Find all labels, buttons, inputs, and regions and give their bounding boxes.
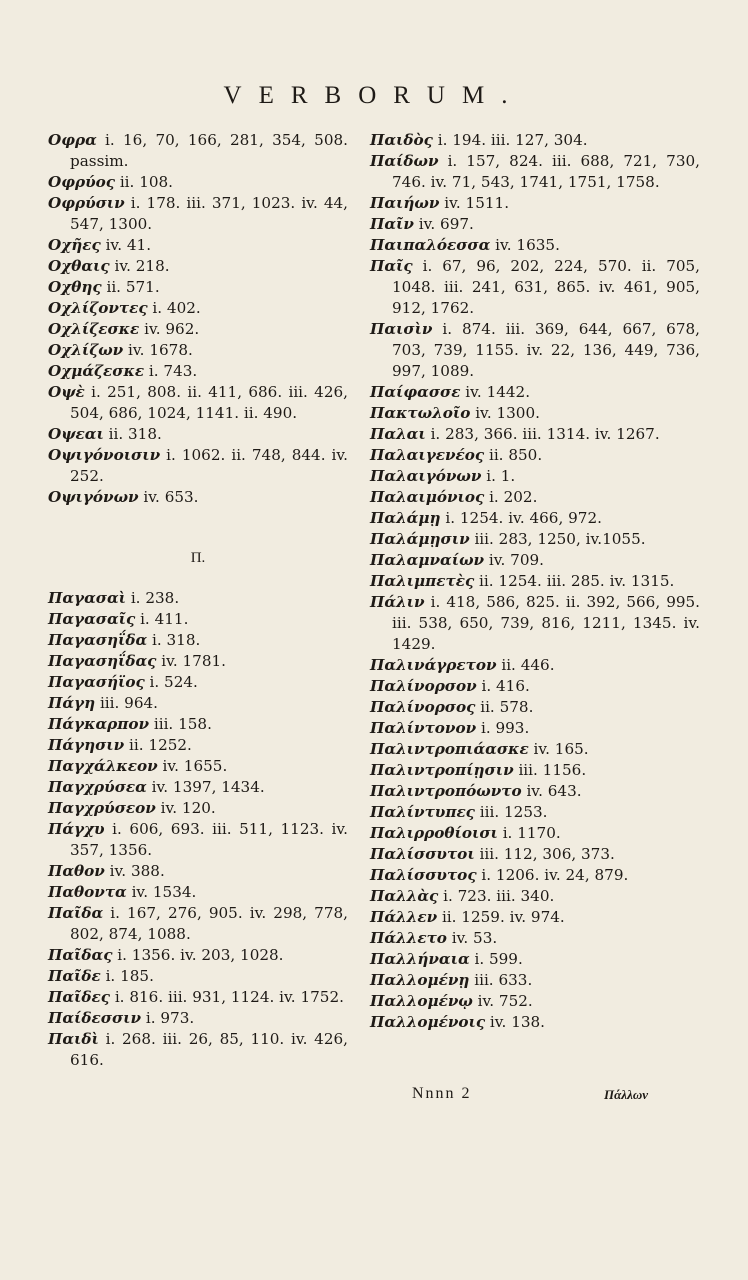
- index-entry: [48, 861, 348, 882]
- entry-headword: Οχλίζεσκε: [48, 320, 140, 338]
- entry-references: i. 874. iii. 369, 644, 667, 678, 703, 739, 1155. iv. 22, 136, 449, 736, 997, 1089.: [392, 320, 700, 380]
- entry-references: i. 283, 366. iii. 1314. iv. 1267.: [430, 425, 660, 443]
- index-entry: [48, 903, 348, 945]
- entry-references: iv. 962.: [144, 320, 200, 338]
- entry-headword: Παγχρύσεον: [48, 799, 156, 817]
- index-entry: [370, 382, 700, 403]
- entry-headword: Οχθαις: [48, 257, 110, 275]
- index-entry: [370, 865, 700, 886]
- entry-references: i. 251, 808. ii. 411, 686. iii. 426, 504, 686, 1024, 1141. ii. 490.: [70, 383, 348, 422]
- section-letter: Π.: [190, 550, 206, 566]
- entry-references: ii. 1259. iv. 974.: [441, 908, 565, 926]
- entry-references: i. 1062. ii. 748, 844. iv. 252.: [70, 446, 348, 485]
- entry-headword: Παγασηΐδα: [48, 631, 148, 649]
- entry-references: i. 743.: [148, 362, 198, 380]
- entry-references: i. 418, 586, 825. ii. 392, 566, 995. iii. 538, 650, 739, 816, 1211, 1345. iv. 1429.: [392, 593, 701, 653]
- index-entry: [48, 672, 348, 693]
- index-entry: [48, 630, 348, 651]
- index-entry: [370, 130, 700, 151]
- entry-headword: Παθοντα: [48, 883, 127, 901]
- entry-headword: Πάγη: [48, 694, 96, 712]
- entry-references: iv. 643.: [526, 782, 582, 800]
- entry-headword: Πάλιν: [370, 593, 425, 611]
- index-entry: [370, 529, 700, 550]
- entry-references: iv. 138.: [489, 1013, 546, 1031]
- entry-references: iii. 1156.: [518, 761, 587, 779]
- page-title: VERBORUM.: [223, 82, 525, 109]
- entry-references: i. 993.: [480, 719, 530, 737]
- index-entry: [48, 256, 348, 277]
- entry-references: i. 416.: [481, 677, 530, 695]
- entry-references: i. 411.: [140, 610, 189, 628]
- entry-references: ii. 1252.: [129, 736, 192, 754]
- index-entry: [48, 798, 348, 819]
- index-entry: [48, 130, 348, 172]
- entry-references: i. 606, 693. iii. 511, 1123. iv. 357, 1356.: [70, 820, 348, 859]
- right-entries-list: [370, 130, 700, 1033]
- entry-references: iv. 709.: [488, 551, 544, 569]
- index-entry: [370, 550, 700, 571]
- entry-headword: Παῖν: [370, 215, 414, 233]
- index-entry: [48, 945, 348, 966]
- index-entry: [48, 819, 348, 861]
- entry-headword: Οψὲ: [48, 383, 85, 401]
- entry-references: iv. 1534.: [131, 883, 197, 901]
- index-entry: [48, 609, 348, 630]
- entry-headword: Παγασηΐδας: [48, 652, 157, 670]
- entry-references: iv. 53.: [451, 929, 498, 947]
- catchword: Πάλλων: [604, 1087, 649, 1102]
- index-entry: [48, 319, 348, 340]
- entry-references: iii. 633.: [474, 971, 533, 989]
- entry-headword: Οφρύος: [48, 173, 115, 191]
- index-entry: [370, 823, 700, 844]
- entry-headword: Παλαμναίων: [370, 551, 485, 569]
- index-entry: [370, 445, 700, 466]
- entry-references: i. 194. iii. 127, 304.: [437, 131, 588, 149]
- entry-references: iv. 1655.: [162, 757, 228, 775]
- entry-references: iv. 1781.: [161, 652, 227, 670]
- index-entry: [370, 466, 700, 487]
- index-entry: [48, 588, 348, 609]
- entry-headword: Οχμάζεσκε: [48, 362, 145, 380]
- entry-references: iii. 283, 1250, iv.1055.: [474, 530, 646, 548]
- index-entry: [370, 1012, 700, 1033]
- entry-headword: Παγχάλκεον: [48, 757, 158, 775]
- entry-references: i. 67, 96, 202, 224, 570. ii. 705, 1048. iii. 241, 631, 865. iv. 461, 905, 912, 1762.: [392, 257, 701, 317]
- entry-references: iv. 752.: [477, 992, 533, 1010]
- index-entry: [48, 340, 348, 361]
- index-entry: [48, 1029, 348, 1071]
- entry-references: iv. 1678.: [128, 341, 193, 359]
- entry-headword: Παλίνορσον: [370, 677, 477, 695]
- entry-headword: Παλίντυπες: [370, 803, 475, 821]
- entry-headword: Παγασαῖς: [48, 610, 136, 628]
- index-entry: [48, 235, 348, 256]
- entry-headword: Παγασαὶ: [48, 589, 126, 607]
- index-entry: [370, 718, 700, 739]
- index-entry: [370, 655, 700, 676]
- entry-references: ii. 1254. iii. 285. iv. 1315.: [479, 572, 675, 590]
- entry-headword: Παλλὰς: [370, 887, 439, 905]
- entry-headword: Οχῆες: [48, 236, 101, 254]
- entry-references: iv. 165.: [533, 740, 589, 758]
- index-entry: [370, 235, 700, 256]
- entry-references: iii. 964.: [99, 694, 158, 712]
- entry-headword: Παλλομένῃ: [370, 971, 470, 989]
- index-entry: [48, 966, 348, 987]
- index-entry: [48, 693, 348, 714]
- entry-headword: Παλαιμόνιος: [370, 488, 485, 506]
- entry-references: iv. 388.: [109, 862, 165, 880]
- entry-headword: Οψιγόνοισιν: [48, 446, 161, 464]
- left-entries-list-pi: [48, 588, 348, 1071]
- entry-references: ii. 578.: [480, 698, 534, 716]
- entry-headword: Παγχρύσεα: [48, 778, 147, 796]
- entry-headword: Παλάμῃ: [370, 509, 441, 527]
- index-entry: [48, 277, 348, 298]
- entry-headword: Παιδὶ: [48, 1030, 99, 1048]
- entry-headword: Παλίσσυτοι: [370, 845, 475, 863]
- index-entry: [370, 508, 700, 529]
- entry-references: iv. 697.: [418, 215, 474, 233]
- index-entry: [370, 739, 700, 760]
- entry-references: iii. 158.: [153, 715, 212, 733]
- entry-references: iv. 120.: [160, 799, 216, 817]
- entry-references: i. 318.: [152, 631, 201, 649]
- index-entry: [48, 298, 348, 319]
- entry-references: iv. 1511.: [444, 194, 510, 212]
- entry-headword: Οφρύσιν: [48, 194, 125, 212]
- index-entry: [48, 651, 348, 672]
- entry-headword: Παῖδες: [48, 988, 110, 1006]
- index-entry: [48, 882, 348, 903]
- entry-headword: Παιδὸς: [370, 131, 433, 149]
- entry-headword: Παῖδα: [48, 904, 104, 922]
- index-entry: [370, 592, 700, 655]
- index-entry: [370, 676, 700, 697]
- entry-headword: Παίδων: [370, 152, 439, 170]
- index-entry: [370, 802, 700, 823]
- entry-references: iii. 1253.: [479, 803, 548, 821]
- entry-references: iv. 1300.: [475, 404, 540, 422]
- entry-references: i. 178. iii. 371, 1023. iv. 44, 547, 1300.: [70, 194, 349, 233]
- entry-headword: Παιπαλόεσσα: [370, 236, 491, 254]
- index-entry: [370, 886, 700, 907]
- entry-headword: Οφρα: [48, 131, 97, 149]
- entry-headword: Παλάμῃσιν: [370, 530, 470, 548]
- entry-references: i. 402.: [152, 299, 201, 317]
- index-entry: [370, 151, 700, 193]
- entry-references: iv. 41.: [105, 236, 152, 254]
- entry-headword: Οψεαι: [48, 425, 104, 443]
- entry-headword: Οχθης: [48, 278, 102, 296]
- entry-headword: Παθον: [48, 862, 105, 880]
- entry-headword: Πάλλεν: [370, 908, 438, 926]
- entry-headword: Παλιμπετὲς: [370, 572, 475, 590]
- entry-headword: Παῖδε: [48, 967, 101, 985]
- entry-references: iv. 1397, 1434.: [151, 778, 265, 796]
- entry-headword: Παίδεσσιν: [48, 1009, 142, 1027]
- index-entry: [48, 735, 348, 756]
- entry-headword: Παλίνορσος: [370, 698, 476, 716]
- entry-references: ii. 571.: [106, 278, 160, 296]
- entry-references: iii. 112, 306, 373.: [479, 845, 615, 863]
- entry-headword: Παλιντροπίῃσιν: [370, 761, 514, 779]
- entry-references: ii. 850.: [488, 446, 543, 464]
- entry-references: i. 723. iii. 340.: [443, 887, 555, 905]
- entry-references: i. 816. iii. 931, 1124. iv. 1752.: [114, 988, 344, 1006]
- index-entry: [48, 756, 348, 777]
- entry-references: i. 1356. iv. 203, 1028.: [117, 946, 284, 964]
- entry-headword: Παλλομένῳ: [370, 992, 473, 1010]
- entry-headword: Παλαιγόνων: [370, 467, 482, 485]
- index-entry: [48, 424, 348, 445]
- index-entry: [370, 424, 700, 445]
- index-entry: [370, 319, 700, 382]
- entry-references: iv. 1635.: [495, 236, 560, 254]
- entry-headword: Πάγκαρπον: [48, 715, 150, 733]
- index-entry: [48, 1008, 348, 1029]
- index-entry: [370, 403, 700, 424]
- entry-headword: Οψιγόνων: [48, 488, 139, 506]
- right-column: [370, 130, 700, 1033]
- entry-references: ii. 446.: [501, 656, 555, 674]
- entry-headword: Παγασήϊος: [48, 673, 145, 691]
- entry-headword: Παλλομένοις: [370, 1013, 486, 1031]
- entry-headword: Οχλίζων: [48, 341, 124, 359]
- entry-headword: Παῖς: [370, 257, 413, 275]
- index-entry: [370, 844, 700, 865]
- entry-headword: Παῖδας: [48, 946, 113, 964]
- entry-references: ii. 318.: [108, 425, 162, 443]
- entry-references: i. 1254. iv. 466, 972.: [445, 509, 602, 527]
- entry-headword: Πάγχυ: [48, 820, 105, 838]
- index-entry: [370, 214, 700, 235]
- entry-headword: Παλινάγρετον: [370, 656, 497, 674]
- entry-headword: Παλιρροθίοισι: [370, 824, 498, 842]
- entry-references: iv. 1442.: [465, 383, 531, 401]
- index-entry: [48, 193, 348, 235]
- entry-references: i. 16, 70, 166, 281, 354, 508. passim.: [70, 131, 348, 170]
- entry-headword: Πάγησιν: [48, 736, 125, 754]
- entry-headword: Οχλίζοντες: [48, 299, 148, 317]
- entry-headword: Παίφασσε: [370, 383, 461, 401]
- entry-references: ii. 108.: [119, 173, 174, 191]
- entry-headword: Πάλλετο: [370, 929, 447, 947]
- entry-headword: Παλαι: [370, 425, 426, 443]
- signature-mark: Nnnn 2: [412, 1085, 472, 1102]
- index-entry: [48, 714, 348, 735]
- entry-references: i. 599.: [474, 950, 523, 968]
- entry-headword: Παιήων: [370, 194, 440, 212]
- entry-references: i. 1170.: [502, 824, 561, 842]
- index-entry: [370, 907, 700, 928]
- index-entry: [370, 949, 700, 970]
- entry-headword: Παλιντροπιάασκε: [370, 740, 529, 758]
- index-entry: [370, 970, 700, 991]
- entry-headword: Παλλήναια: [370, 950, 470, 968]
- index-entry: [370, 697, 700, 718]
- entry-references: i. 268. iii. 26, 85, 110. iv. 426, 616.: [70, 1030, 348, 1069]
- entry-references: i. 202.: [489, 488, 538, 506]
- entry-headword: Παλίντονον: [370, 719, 477, 737]
- index-entry: [48, 445, 348, 487]
- entry-references: i. 167, 276, 905. iv. 298, 778, 802, 874, 1088.: [70, 904, 349, 943]
- entry-references: i. 238.: [130, 589, 180, 607]
- left-column: [48, 130, 348, 1071]
- entry-headword: Πακτωλοῖο: [370, 404, 471, 422]
- entry-headword: Παισὶν: [370, 320, 433, 338]
- entry-references: i. 185.: [105, 967, 154, 985]
- entry-references: i. 973.: [145, 1009, 195, 1027]
- entry-references: i. 1206. iv. 24, 879.: [481, 866, 629, 884]
- index-entry: [48, 382, 348, 424]
- index-entry: [370, 928, 700, 949]
- entry-headword: Παλιντροπόωντο: [370, 782, 522, 800]
- index-entry: [370, 487, 700, 508]
- entry-references: iv. 653.: [143, 488, 199, 506]
- index-entry: [370, 193, 700, 214]
- index-entry: [48, 777, 348, 798]
- entry-references: i. 1.: [486, 467, 516, 485]
- left-entries-list: [48, 130, 348, 508]
- index-entry: [48, 487, 348, 508]
- index-entry: [370, 571, 700, 592]
- index-entry: [370, 256, 700, 319]
- index-entry: [48, 361, 348, 382]
- index-entry: [370, 760, 700, 781]
- entry-references: i. 157, 824. iii. 688, 721, 730, 746. iv. 71, 543, 1741, 1751, 1758.: [392, 152, 700, 191]
- index-entry: [48, 172, 348, 193]
- index-entry: [370, 991, 700, 1012]
- entry-headword: Παλαιγενέος: [370, 446, 485, 464]
- entry-headword: Παλίσσυτος: [370, 866, 477, 884]
- entry-references: iv. 218.: [114, 257, 170, 275]
- entry-references: i. 524.: [149, 673, 198, 691]
- index-entry: [370, 781, 700, 802]
- index-entry: [48, 987, 348, 1008]
